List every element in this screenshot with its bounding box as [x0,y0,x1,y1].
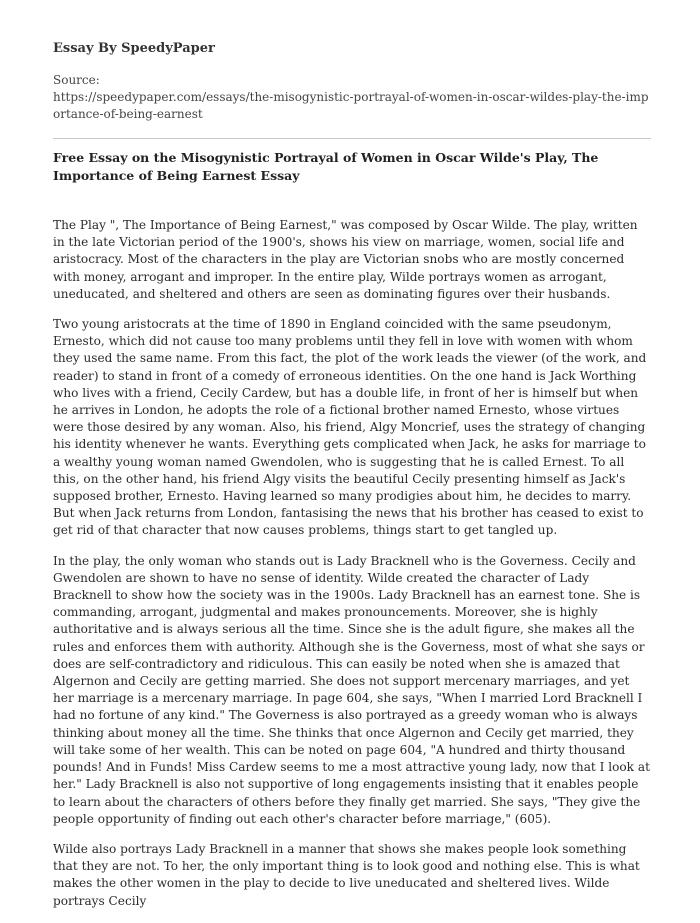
brand-title: Essay By SpeedyPaper [53,41,215,56]
essay-paragraph: Two young aristocrats at the time of 1890 in England coincided with the same pseudonym, Ernesto, which did not cause too many problems until they fell in love with women with whom they used the same name. From this fact, the plot of the work leads the viewer (of the work, and reader) to stand in front of a comedy of erroneous identities. On the one hand is Jack Worthing who lives with a friend, Cecily Cardew, but has a double life, in front of her is himself but when he arrives in London, he adopts the role of a fictional brother named Ernesto, whose virtues were those desired by any woman. Also, his friend, Algy Moncrief, uses the strategy of changing his identity whenever he wants. Everything gets complicated when Jack, he asks for marriage to a wealthy young woman named Gwendolen, who is suggesting that he is called Ernest. To all this, on the other hand, his friend Algy visits the beautiful Cecily presenting himself as Jack's supposed brother, Ernesto. Having learned so many prodigies about him, he decides to marry. But when Jack returns from London, fantasising the news that his brother has ceased to exist to get rid of that character that now causes problems, things start to get tangled up. [53,317,647,538]
source-url: https://speedypaper.com/essays/the-misogynistic-portrayal-of-women-in-oscar-wildes-play-the-importance-of-being-earnest [53,90,649,121]
source-block [53,72,653,123]
divider [53,138,651,139]
source-label: Source: [53,73,100,87]
essay-paragraph: The Play ", The Importance of Being Earnest," was composed by Oscar Wilde. The play, written in the late Victorian period of the 1900's, shows his view on marriage, women, social life and aristocracy. Most of the characters in the play are Victorian snobs who are mostly concerned with money, arrogant and improper. In the entire play, Wilde portrays women as arrogant, uneducated, and sheltered and others are seen as dominating figures over their husbands. [53,218,638,301]
essay-title: Free Essay on the Misogynistic Portrayal of Women in Oscar Wilde's Play, The Importance of Being Earnest Essay [53,150,599,183]
essay-body [53,217,651,923]
essay-paragraph: In the play, the only woman who stands out is Lady Bracknell who is the Governess. Cecily and Gwendolen are shown to have no sense of identity. Wilde created the character of Lady Bracknell to show how the society was in the 1900s. Lady Bracknell has an earnest tone. She is commanding, arrogant, judgmental and makes pronouncements. Moreover, she is highly authoritative and is always serious all the time. Since she is the adult figure, she makes all the rules and enforces them with authority. Although she is the Governess, most of what she says or does are self-contradictory and ridiculous. This can easily be noted when she is amazed that Algernon and Cecily are getting married. She does not support mercenary marriages, and yet her marriage is a mercenary marriage. In page 604, she says, "When I married Lord Bracknell I had no fortune of any kind." The Governess is also portrayed as a greedy woman who is always thinking about money all the time. She thinks that once Algernon and Cecily get married, they will take some of her wealth. This can be noted on page 604, "A hundred and thirty thousand pounds! And in Funds! Miss Cardew seems to me a most attractive young lady, now that I look at her." Lady Bracknell is also not supportive of long engagements insisting that it enables people to learn about the characters of others before they finally get married. She says, "They give the people opportunity of finding out each other's character before marriage," (605). [53,553,650,826]
essay-paragraph: Wilde also portrays Lady Bracknell in a manner that shows she makes people look something that they are not. To her, the only important thing is to look good and nothing else. This is what makes the other women in the play to decide to live uneducated and sheltered lives. Wilde portrays Cecily [53,841,640,908]
